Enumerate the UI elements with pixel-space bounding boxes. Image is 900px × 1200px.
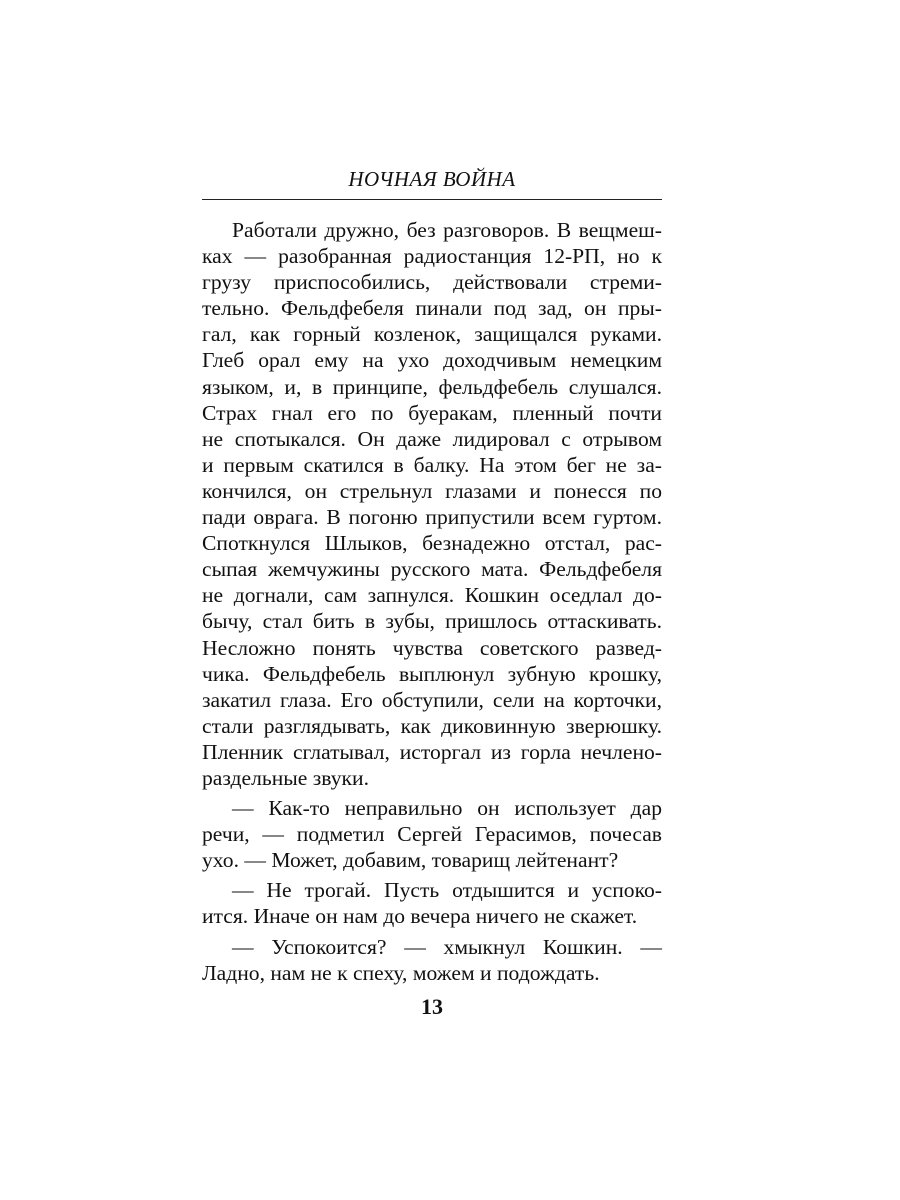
paragraph [202, 877, 662, 929]
paragraph [202, 795, 662, 873]
paragraph [202, 217, 662, 791]
text-line: Работали дружно, без разговоров. В вещмеш- [232, 218, 662, 242]
body-text [202, 217, 662, 986]
text-line: раздельные звуки. [202, 765, 369, 790]
text-line: закатил глаза. Его обступили, сели на корточки, [202, 687, 662, 712]
text-line: не спотыкался. Он даже лидировал с отрывом [202, 426, 662, 451]
running-head: НОЧНАЯ ВОЙНА [348, 167, 516, 191]
text-line: Споткнулся Шлыков, безнадежно отстал, рас- [202, 531, 662, 556]
paragraph [202, 934, 662, 986]
text-line: — Не трогай. Пусть отдышится и успоко- [232, 878, 662, 903]
text-line: и первым скатился в балку. На этом бег не за- [202, 452, 662, 477]
header-rule [202, 199, 662, 200]
text-line: речи, — подметил Сергей Герасимов, почесав [202, 822, 662, 847]
text-line: пади оврага. В погоню припустили всем гуртом. [202, 505, 662, 530]
text-line: ится. Иначе он нам до вечера ничего не скажет. [202, 904, 638, 929]
text-line: Несложно понять чувства советского развед- [202, 635, 662, 660]
text-line: Ладно, нам не к спеху, можем и подождать. [202, 960, 600, 985]
text-line: сыпая жемчужины русского мата. Фельдфебеля [202, 557, 662, 582]
page-number: 13 [421, 994, 443, 1019]
text-line: не догнали, сам запнулся. Кошкин оседлал до- [202, 583, 662, 608]
text-line: ках — разобранная радиостанция 12-РП, но к [202, 244, 662, 269]
text-line: кончился, он стрельнул глазами и понесся по [202, 478, 662, 503]
text-line: — Успокоится? — хмыкнул Кошкин. — [232, 934, 662, 959]
text-line: Пленник сглатывал, исторгал из горла нечлено- [202, 739, 662, 764]
text-line: чика. Фельдфебель выплюнул зубную крошку, [202, 661, 662, 686]
text-line: гал, как горный козленок, защищался руками. [202, 322, 662, 347]
text-line: — Как-то неправильно он использует дар [232, 796, 662, 821]
text-line: Страх гнал его по буеракам, пленный почти [202, 400, 662, 425]
text-line: Глеб орал ему на ухо доходчивым немецким [202, 348, 662, 373]
text-line: бычу, стал бить в зубы, пришлось оттаскивать. [202, 609, 662, 634]
text-line: языком, и, в принципе, фельдфебель слушался. [202, 374, 662, 399]
text-line: тельно. Фельдфебеля пинали под зад, он пры- [202, 296, 662, 321]
text-line: ухо. — Может, добавим, товарищ лейтенант? [202, 848, 619, 873]
text-line: грузу приспособились, действовали стреми- [202, 270, 662, 295]
text-line: стали разглядывать, как диковинную зверюшку. [202, 713, 662, 738]
